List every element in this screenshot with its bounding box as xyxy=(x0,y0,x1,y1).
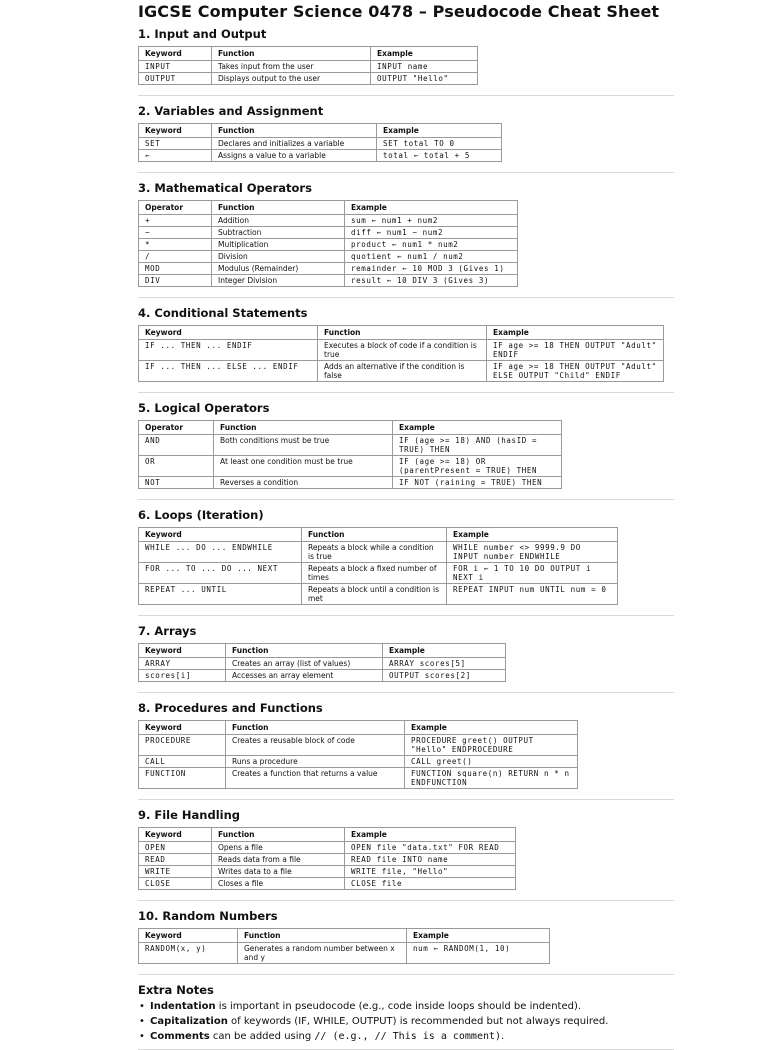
bullet-icon: • xyxy=(139,1001,145,1012)
column-header: Keyword xyxy=(139,326,318,340)
table-row xyxy=(139,735,578,756)
section-8 xyxy=(138,701,674,800)
column-header: Example xyxy=(447,528,618,542)
keyword-cell: WRITE xyxy=(139,866,212,878)
function-cell: Accesses an array element xyxy=(226,670,383,682)
example-cell: quotient ← num1 / num2 xyxy=(345,251,518,263)
example-cell: OPEN file "data.txt" FOR READ xyxy=(345,842,516,854)
keyword-cell: RANDOM(x, y) xyxy=(139,943,238,964)
column-header: Function xyxy=(226,644,383,658)
table-row xyxy=(139,456,562,477)
keyword-cell: * xyxy=(139,239,212,251)
column-header: Example xyxy=(371,47,478,61)
reference-table xyxy=(138,827,516,890)
column-header: Function xyxy=(302,528,447,542)
table-row xyxy=(139,866,516,878)
function-cell: Reverses a condition xyxy=(214,477,393,489)
table-header-row xyxy=(139,644,506,658)
column-header: Function xyxy=(212,828,345,842)
function-cell: Creates a function that returns a value xyxy=(226,768,405,789)
note-item xyxy=(139,1001,674,1013)
keyword-cell: scores[i] xyxy=(139,670,226,682)
section-7 xyxy=(138,624,674,693)
table-row xyxy=(139,138,502,150)
function-cell: Adds an alternative if the condition is false xyxy=(318,361,487,382)
function-cell: Division xyxy=(212,251,345,263)
function-cell: Repeats a block until a condition is met xyxy=(302,584,447,605)
table-row xyxy=(139,854,516,866)
table-header-row xyxy=(139,421,562,435)
keyword-cell: − xyxy=(139,227,212,239)
column-header: Example xyxy=(383,644,506,658)
reference-table xyxy=(138,928,550,964)
keyword-cell: WHILE ... DO ... ENDWHILE xyxy=(139,542,302,563)
table-row xyxy=(139,361,664,382)
example-cell: WRITE file, "Hello" xyxy=(345,866,516,878)
column-header: Function xyxy=(214,421,393,435)
note-code: // (e.g., // This is a comment) xyxy=(314,1031,502,1042)
note-term: Indentation xyxy=(150,1001,216,1012)
example-cell: remainder ← 10 MOD 3 (Gives 1) xyxy=(345,263,518,275)
section-10 xyxy=(138,909,674,975)
table-row xyxy=(139,563,618,584)
column-header: Keyword xyxy=(139,47,212,61)
reference-table xyxy=(138,527,618,605)
reference-table xyxy=(138,200,518,287)
table-row xyxy=(139,584,618,605)
bullet-icon: • xyxy=(139,1031,145,1042)
keyword-cell: MOD xyxy=(139,263,212,275)
example-cell: CALL greet() xyxy=(405,756,578,768)
column-header: Function xyxy=(212,201,345,215)
sections-container xyxy=(138,27,674,975)
function-cell: Modulus (Remainder) xyxy=(212,263,345,275)
example-cell: IF (age >= 18) AND (hasID = TRUE) THEN xyxy=(393,435,562,456)
column-header: Example xyxy=(393,421,562,435)
table-row xyxy=(139,263,518,275)
note-text: can be added using xyxy=(209,1031,315,1042)
example-cell: result ← 10 DIV 3 (Gives 3) xyxy=(345,275,518,287)
keyword-cell: AND xyxy=(139,435,214,456)
table-row xyxy=(139,61,478,73)
table-row xyxy=(139,943,550,964)
example-cell: INPUT name xyxy=(371,61,478,73)
keyword-cell: OR xyxy=(139,456,214,477)
keyword-cell: / xyxy=(139,251,212,263)
keyword-cell: CLOSE xyxy=(139,878,212,890)
function-cell: Multiplication xyxy=(212,239,345,251)
keyword-cell: ARRAY xyxy=(139,658,226,670)
section-4 xyxy=(138,306,674,393)
section-5 xyxy=(138,401,674,500)
column-header: Function xyxy=(226,721,405,735)
example-cell: FUNCTION square(n) RETURN n * n ENDFUNCTION xyxy=(405,768,578,789)
section-9 xyxy=(138,808,674,901)
column-header: Function xyxy=(212,47,371,61)
reference-table xyxy=(138,643,506,682)
example-cell: product ← num1 * num2 xyxy=(345,239,518,251)
reference-table xyxy=(138,123,502,162)
table-header-row xyxy=(139,47,478,61)
table-header-row xyxy=(139,929,550,943)
bullet-icon: • xyxy=(139,1016,145,1027)
table-row xyxy=(139,542,618,563)
section-heading: 2. Variables and Assignment xyxy=(138,104,324,118)
example-cell: sum ← num1 + num2 xyxy=(345,215,518,227)
function-cell: Executes a block of code if a condition is true xyxy=(318,340,487,361)
table-header-row xyxy=(139,828,516,842)
column-header: Function xyxy=(318,326,487,340)
table-row xyxy=(139,435,562,456)
column-header: Example xyxy=(487,326,664,340)
page-title: IGCSE Computer Science 0478 – Pseudocode Cheat Sheet xyxy=(138,2,660,21)
note-text: is important in pseudocode (e.g., code inside loops should be indented). xyxy=(215,1001,582,1012)
keyword-cell: IF ... THEN ... ELSE ... ENDIF xyxy=(139,361,318,382)
notes-list xyxy=(138,1001,674,1043)
column-header: Keyword xyxy=(139,644,226,658)
keyword-cell: FOR ... TO ... DO ... NEXT xyxy=(139,563,302,584)
example-cell: IF (age >= 18) OR (parentPresent = TRUE) THEN xyxy=(393,456,562,477)
keyword-cell: CALL xyxy=(139,756,226,768)
function-cell: Repeats a block a fixed number of times xyxy=(302,563,447,584)
note-tail: . xyxy=(501,1031,505,1042)
section-heading: 8. Procedures and Functions xyxy=(138,701,323,715)
section-heading: 4. Conditional Statements xyxy=(138,306,308,320)
section-heading: 6. Loops (Iteration) xyxy=(138,508,264,522)
table-row xyxy=(139,239,518,251)
cheat-sheet-page xyxy=(138,2,674,1050)
column-header: Example xyxy=(407,929,550,943)
example-cell: IF age >= 18 THEN OUTPUT "Adult" ENDIF xyxy=(487,340,664,361)
table-row xyxy=(139,251,518,263)
function-cell: Integer Division xyxy=(212,275,345,287)
reference-table xyxy=(138,325,664,382)
table-row xyxy=(139,275,518,287)
section-6 xyxy=(138,508,674,616)
keyword-cell: + xyxy=(139,215,212,227)
function-cell: Creates an array (list of values) xyxy=(226,658,383,670)
example-cell: num ← RANDOM(1, 10) xyxy=(407,943,550,964)
function-cell: Declares and initializes a variable xyxy=(212,138,377,150)
column-header: Keyword xyxy=(139,929,238,943)
keyword-cell: OPEN xyxy=(139,842,212,854)
example-cell: IF age >= 18 THEN OUTPUT "Adult" ELSE OUTPUT "Child" ENDIF xyxy=(487,361,664,382)
column-header: Function xyxy=(212,124,377,138)
example-cell: WHILE number <> 9999.9 DO INPUT number ENDWHILE xyxy=(447,542,618,563)
table-row xyxy=(139,73,478,85)
table-row xyxy=(139,150,502,162)
table-row xyxy=(139,340,664,361)
note-item xyxy=(139,1031,674,1043)
section-heading: 5. Logical Operators xyxy=(138,401,270,415)
example-cell: diff ← num1 − num2 xyxy=(345,227,518,239)
keyword-cell: OUTPUT xyxy=(139,73,212,85)
table-header-row xyxy=(139,326,664,340)
table-header-row xyxy=(139,201,518,215)
function-cell: Closes a file xyxy=(212,878,345,890)
table-row xyxy=(139,227,518,239)
extra-notes-heading: Extra Notes xyxy=(138,983,214,997)
column-header: Operator xyxy=(139,421,214,435)
column-header: Example xyxy=(345,828,516,842)
function-cell: Writes data to a file xyxy=(212,866,345,878)
keyword-cell: INPUT xyxy=(139,61,212,73)
function-cell: Addition xyxy=(212,215,345,227)
table-row xyxy=(139,878,516,890)
function-cell: Takes input from the user xyxy=(212,61,371,73)
table-header-row xyxy=(139,528,618,542)
keyword-cell: IF ... THEN ... ENDIF xyxy=(139,340,318,361)
section-2 xyxy=(138,104,674,173)
note-item xyxy=(139,1016,674,1028)
note-text: of keywords (IF, WHILE, OUTPUT) is recommended but not always required. xyxy=(227,1016,609,1027)
example-cell: REPEAT INPUT num UNTIL num = 0 xyxy=(447,584,618,605)
keyword-cell: REPEAT ... UNTIL xyxy=(139,584,302,605)
table-header-row xyxy=(139,721,578,735)
function-cell: Generates a random number between x and y xyxy=(238,943,407,964)
function-cell: Reads data from a file xyxy=(212,854,345,866)
column-header: Keyword xyxy=(139,124,212,138)
column-header: Example xyxy=(405,721,578,735)
section-heading: 7. Arrays xyxy=(138,624,197,638)
reference-table xyxy=(138,420,562,489)
keyword-cell: PROCEDURE xyxy=(139,735,226,756)
table-row xyxy=(139,477,562,489)
function-cell: Assigns a value to a variable xyxy=(212,150,377,162)
function-cell: Both conditions must be true xyxy=(214,435,393,456)
function-cell: Creates a reusable block of code xyxy=(226,735,405,756)
extra-notes xyxy=(138,983,674,1050)
column-header: Example xyxy=(345,201,518,215)
example-cell: IF NOT (raining = TRUE) THEN xyxy=(393,477,562,489)
reference-table xyxy=(138,46,478,85)
function-cell: Subtraction xyxy=(212,227,345,239)
function-cell: Repeats a block while a condition is true xyxy=(302,542,447,563)
table-row xyxy=(139,215,518,227)
table-row xyxy=(139,658,506,670)
table-row xyxy=(139,756,578,768)
example-cell: READ file INTO name xyxy=(345,854,516,866)
keyword-cell: READ xyxy=(139,854,212,866)
keyword-cell: FUNCTION xyxy=(139,768,226,789)
example-cell: FOR i ← 1 TO 10 DO OUTPUT i NEXT i xyxy=(447,563,618,584)
table-row xyxy=(139,842,516,854)
column-header: Operator xyxy=(139,201,212,215)
section-1 xyxy=(138,27,674,96)
section-heading: 1. Input and Output xyxy=(138,27,267,41)
section-heading: 10. Random Numbers xyxy=(138,909,278,923)
function-cell: At least one condition must be true xyxy=(214,456,393,477)
column-header: Function xyxy=(238,929,407,943)
section-heading: 9. File Handling xyxy=(138,808,241,822)
function-cell: Displays output to the user xyxy=(212,73,371,85)
example-cell: OUTPUT scores[2] xyxy=(383,670,506,682)
column-header: Keyword xyxy=(139,828,212,842)
example-cell: OUTPUT "Hello" xyxy=(371,73,478,85)
keyword-cell: SET xyxy=(139,138,212,150)
example-cell: PROCEDURE greet() OUTPUT "Hello" ENDPROCEDURE xyxy=(405,735,578,756)
note-term: Capitalization xyxy=(150,1016,228,1027)
keyword-cell: NOT xyxy=(139,477,214,489)
section-heading: 3. Mathematical Operators xyxy=(138,181,312,195)
example-cell: SET total TO 0 xyxy=(377,138,502,150)
keyword-cell: ← xyxy=(139,150,212,162)
column-header: Keyword xyxy=(139,528,302,542)
function-cell: Runs a procedure xyxy=(226,756,405,768)
table-row xyxy=(139,768,578,789)
example-cell: total ← total + 5 xyxy=(377,150,502,162)
column-header: Keyword xyxy=(139,721,226,735)
keyword-cell: DIV xyxy=(139,275,212,287)
table-row xyxy=(139,670,506,682)
example-cell: CLOSE file xyxy=(345,878,516,890)
example-cell: ARRAY scores[5] xyxy=(383,658,506,670)
section-3 xyxy=(138,181,674,298)
reference-table xyxy=(138,720,578,789)
note-term: Comments xyxy=(150,1031,210,1042)
column-header: Example xyxy=(377,124,502,138)
function-cell: Opens a file xyxy=(212,842,345,854)
table-header-row xyxy=(139,124,502,138)
